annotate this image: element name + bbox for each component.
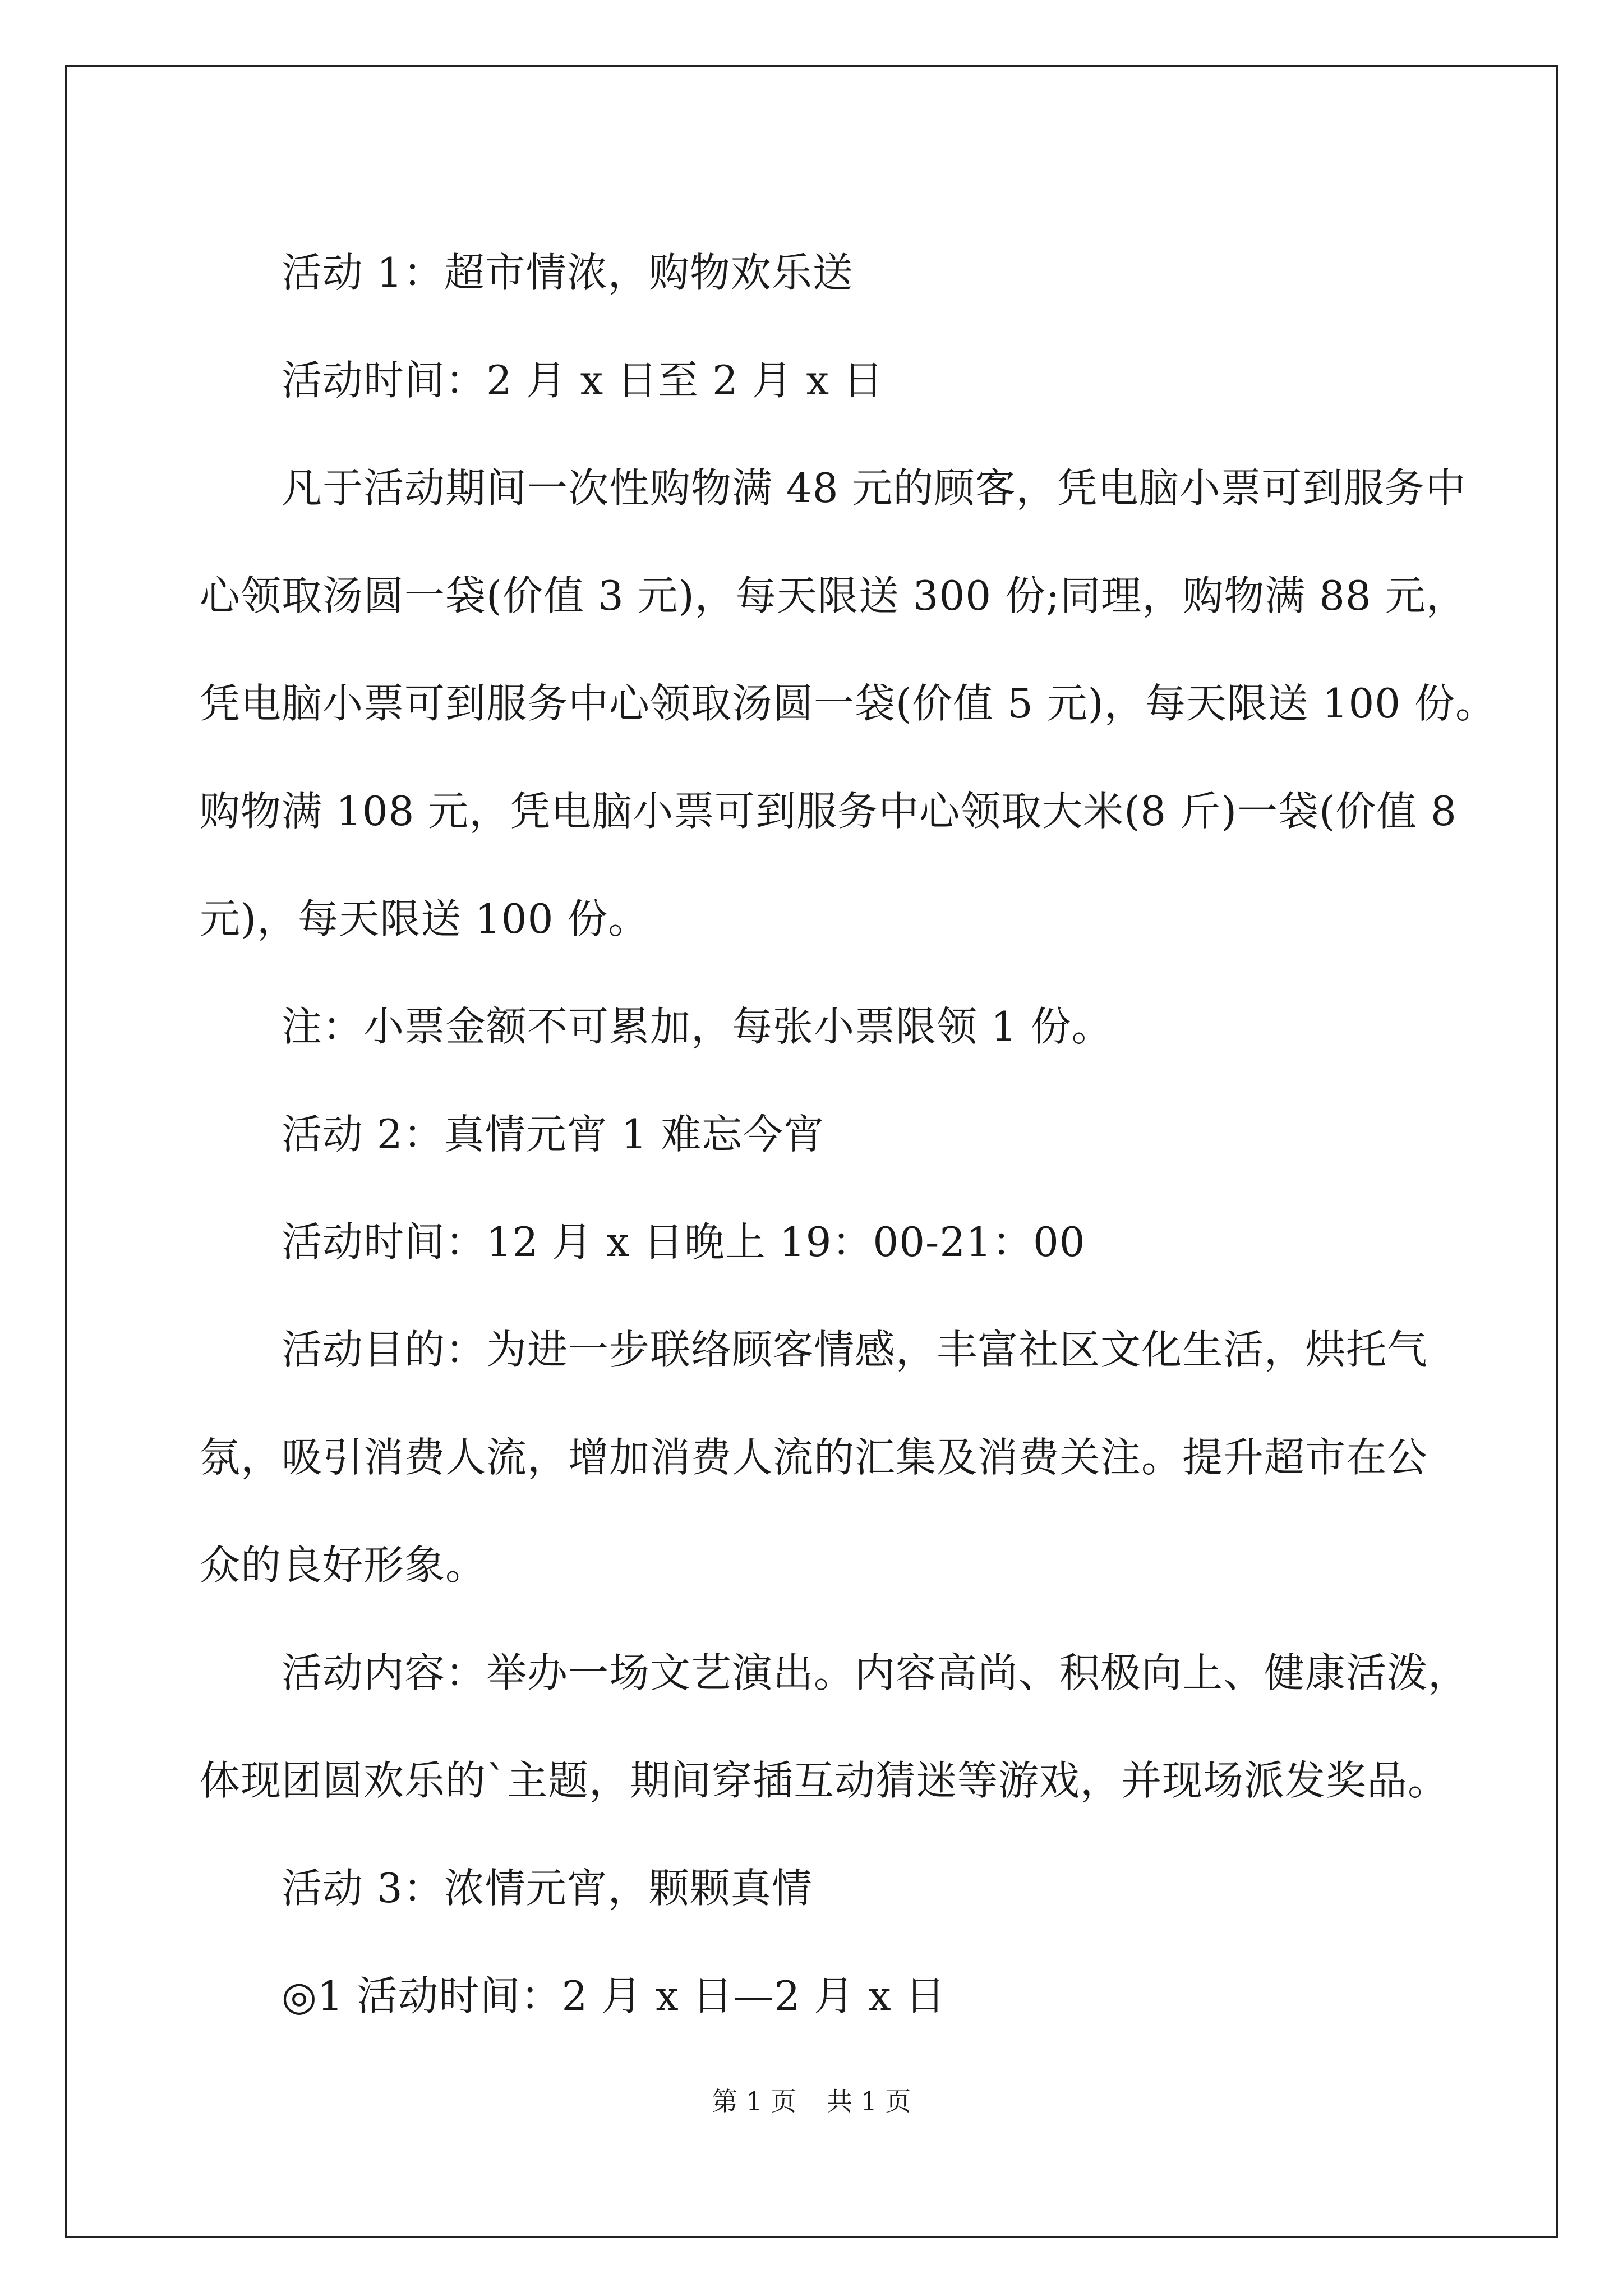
paragraph-activity-1-detail-line: 元)，每天限送 100 份。 <box>200 895 649 942</box>
paragraph-activity-1-title: 活动 1：超市情浓，购物欢乐送 <box>282 249 854 296</box>
paragraph-activity-2-title: 活动 2：真情元宵 1 难忘今宵 <box>282 1111 825 1158</box>
paragraph-activity-1-time: 活动时间：2 月 x 日至 2 月 x 日 <box>282 357 884 404</box>
paragraph-activity-2-purpose-line: 氛，吸引消费人流，增加消费人流的汇集及消费关注。提升超市在公 <box>200 1434 1428 1481</box>
paragraph-note: 注：小票金额不可累加，每张小票限领 1 份。 <box>282 1003 1113 1050</box>
paragraph-activity-1-detail-line: 心领取汤圆一袋(价值 3 元)，每天限送 300 份;同理，购物满 88 元， <box>200 572 1467 619</box>
paragraph-activity-3-title: 活动 3：浓情元宵，颗颗真情 <box>282 1865 813 1912</box>
page-number-label: 第 1 页 <box>712 2086 796 2116</box>
paragraph-activity-2-purpose-line: 众的良好形象。 <box>200 1542 487 1589</box>
paragraph-activity-2-time: 活动时间：12 月 x 日晚上 19：00-21：00 <box>282 1218 1086 1266</box>
page-total-label: 共 1 页 <box>827 2086 911 2116</box>
document-body <box>200 219 1496 2050</box>
paragraph-activity-2-content-line: 活动内容：举办一场文艺演出。内容高尚、积极向上、健康活泼， <box>282 1649 1469 1696</box>
page-footer <box>0 2085 1623 2118</box>
paragraph-activity-1-detail-line: 购物满 108 元，凭电脑小票可到服务中心领取大米(8 斤)一袋(价值 8 <box>200 788 1457 835</box>
paragraph-activity-1-detail-line: 凭电脑小票可到服务中心领取汤圆一袋(价值 5 元)，每天限送 100 份。 <box>200 680 1496 727</box>
paragraph-activity-3-time: ◎1 活动时间：2 月 x 日—2 月 x 日 <box>282 1972 946 2019</box>
paragraph-activity-2-purpose-line: 活动目的：为进一步联络顾客情感，丰富社区文化生活，烘托气 <box>282 1326 1428 1373</box>
paragraph-activity-2-content-line: 体现团圆欢乐的`主题，期间穿插互动猜迷等游戏，并现场派发奖品。 <box>200 1757 1449 1804</box>
paragraph-activity-1-detail-line: 凡于活动期间一次性购物满 48 元的顾客，凭电脑小票可到服务中 <box>282 464 1467 512</box>
